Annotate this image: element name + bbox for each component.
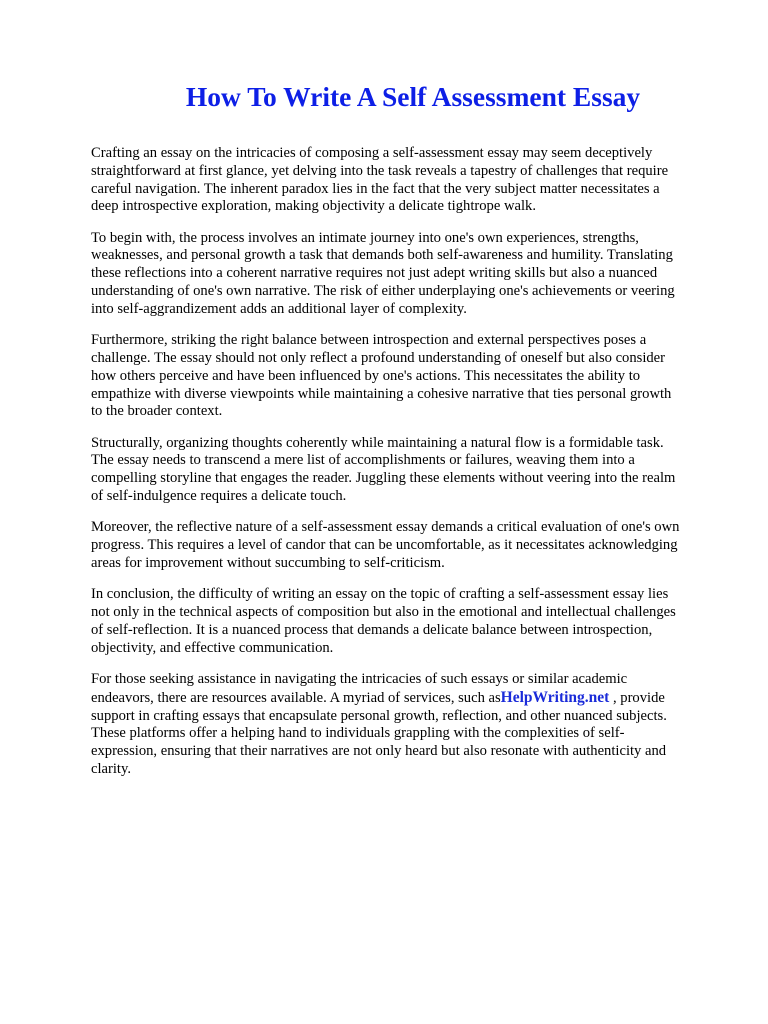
paragraph-process: To begin with, the process involves an intimate journey into one's own experiences, strengths, weaknesses, and personal growth a task that demands both self-awareness and humility. Translating these reflections into a coherent narrative requires not just adept writing skills but also a nuanced understanding of one's own narrative. The risk of either underplaying one's achievements or veering into self-aggrandizement adds an additional layer of complexity. [91, 229, 675, 317]
page-title: How To Write A Self Assessment Essay [185, 81, 641, 112]
paragraph-reflection: Moreover, the reflective nature of a self-assessment essay demands a critical evaluation of one's own progress. This requires a level of candor that can be uncomfortable, as it necessitates acknowledging areas for improvement without succumbing to self-criticism. [91, 519, 680, 571]
assistance-text-before-link: For those seeking assistance in navigating the intricacies of such essays or similar academic endeavors, there are resources available. A myriad of services, such as [91, 670, 628, 706]
paragraph-assistance [91, 671, 731, 779]
paragraph-balance: Furthermore, striking the right balance between introspection and external perspectives poses a challenge. The essay should not only reflect a profound understanding of oneself but also consider how others perceive and have been influenced by one's actions. This necessitates the ability to empathize with diverse viewpoints while maintaining a cohesive narrative that ties personal growth to the broader context. [91, 332, 672, 420]
paragraph-conclusion: In conclusion, the difficulty of writing an essay on the topic of crafting a self-assessment essay lies not only in the technical aspects of composition but also in the emotional and intellectual challenges of self-reflection. It is a nuanced process that demands a delicate balance between introspection, objectivity, and effective communication. [91, 586, 676, 656]
helpwriting-link[interactable]: HelpWriting.net [500, 688, 610, 706]
assistance-text-after-link: , provide support in crafting essays that encapsulate personal growth, reflection, and other nuanced subjects. These platforms offer a helping hand to individuals grappling with the complexities of self- expression, ensuring that their narratives are not only heard but also resonate with authenticity and clarity. [91, 689, 667, 777]
paragraph-structure: Structurally, organizing thoughts coherently while maintaining a natural flow is a formidable task. The essay needs to transcend a mere list of accomplishments or failures, weaving them into a compelling storyline that engages the reader. Juggling these elements without veering into the realm of self-indulgence requires a delicate touch. [91, 434, 676, 505]
essay-body [91, 145, 731, 792]
paragraph-intro: Crafting an essay on the intricacies of composing a self-assessment essay may seem deceptively straightforward at first glance, yet delving into the task reveals a tapestry of challenges that require careful navigation. The inherent paradox lies in the fact that the very subject matter necessitates a deep introspective exploration, making objectivity a delicate tightrope walk. [91, 145, 669, 215]
